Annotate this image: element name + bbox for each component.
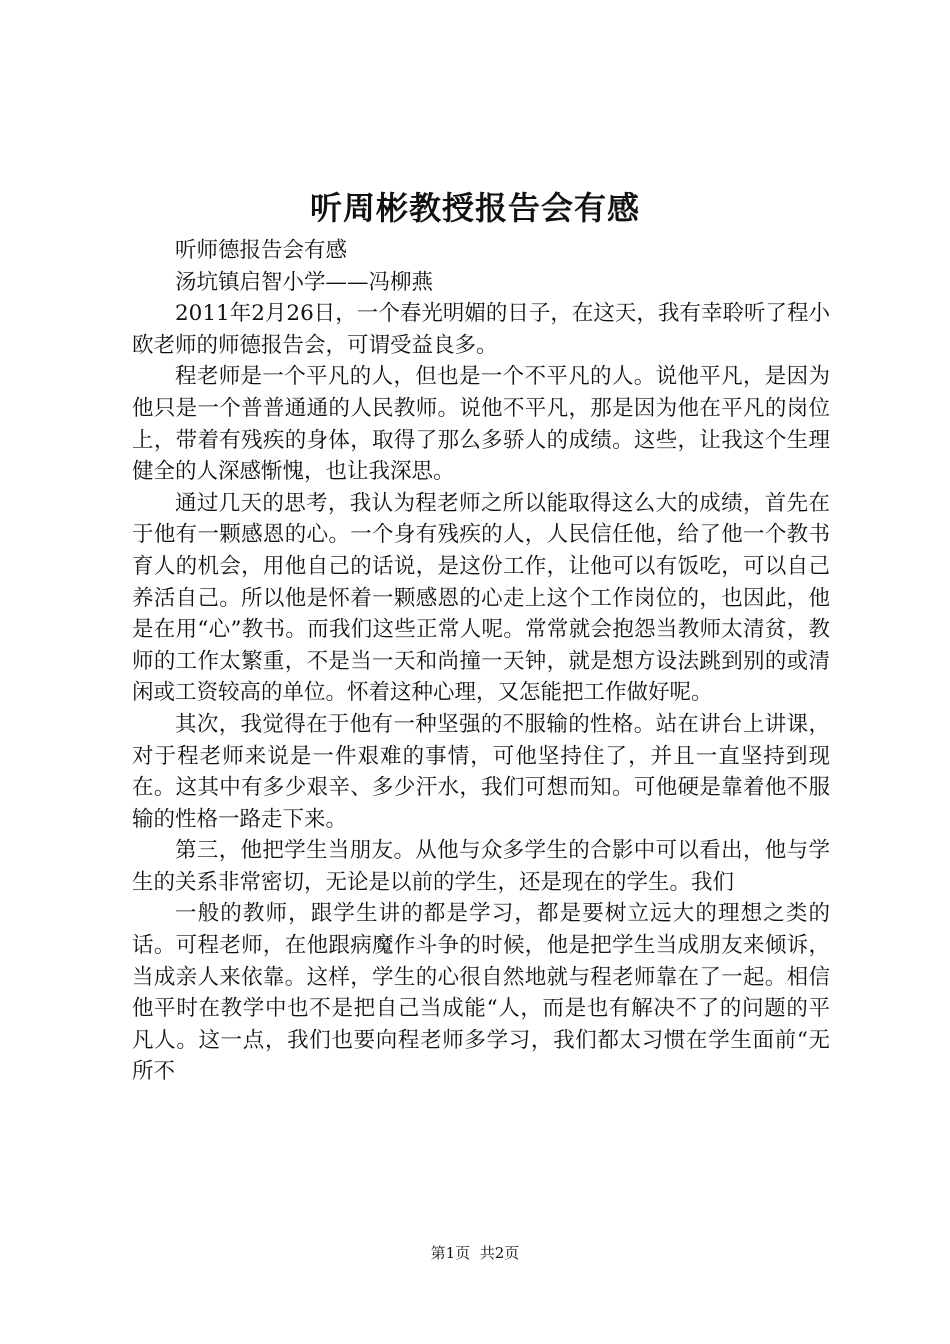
subtitle-paragraph: 听师德报告会有感 (175, 238, 348, 263)
page-number: 第1页 (430, 1244, 471, 1262)
author-line: 汤坑镇启智小学——冯柳燕 (175, 269, 434, 295)
body-paragraph: 2011年2月26日，一个春光明媚的日子，在这天，我有幸聆听了程小欧老师的师德报告会，可谓受益良多。 (132, 301, 830, 358)
document-title: 听周彬教授报告会有感 (309, 189, 640, 227)
body-paragraph: 通过几天的思考，我认为程老师之所以能取得这么大的成绩，首先在于他有一颗感恩的心。一个身有残疾的人，人民信任他，给了他一个教书育人的机会，用他自己的话说，是这份工作，让他可以有饭吃，可以自己养活自己。所以他是怀着一颗感恩的心走上这个工作岗位的，也因此，他是在用“心”教书。而我们这些正常人呢。常常就会抱怨当教师太清贫，教师的工作太繁重，不是当一天和尚撞一天钟，就是想方设法跳到别的或清闲或工资较高的单位。怀着这种心理，又怎能把工作做好呢。 (132, 490, 830, 706)
body-paragraph: 第三，他把学生当朋友。从他与众多学生的合影中可以看出，他与学生的关系非常密切，无论是以前的学生，还是现在的学生。我们 (132, 838, 830, 895)
document-body (132, 235, 830, 1088)
page-footer (0, 1243, 950, 1263)
page-total: 共2页 (479, 1244, 520, 1262)
body-paragraph: 其次，我觉得在于他有一种坚强的不服输的性格。站在讲台上讲课，对于程老师来说是一件艰难的事情，可他坚持住了，并且一直坚持到现在。这其中有多少艰辛、多少汗水，我们可想而知。可他硬是靠着他不服输的性格一路走下来。 (132, 711, 830, 832)
body-paragraph: 程老师是一个平凡的人，但也是一个不平凡的人。说他平凡，是因为他只是一个普普通通的人民教师。说他不平凡，那是因为他在平凡的岗位上，带着有残疾的身体，取得了那么多骄人的成绩。这些，让我这个生理健全的人深感惭愧，也让我深思。 (132, 364, 830, 485)
body-paragraph: 一般的教师，跟学生讲的都是学习，都是要树立远大的理想之类的话。可程老师，在他跟病魔作斗争的时候，他是把学生当成朋友来倾诉，当成亲人来依靠。这样，学生的心很自然地就与程老师靠在了一起。相信他平时在教学中也不是把自己当成能“人，而是也有解决不了的问题的平凡人。这一点，我们也要向程老师多学习，我们都太习惯在学生面前“无所不 (132, 901, 830, 1085)
